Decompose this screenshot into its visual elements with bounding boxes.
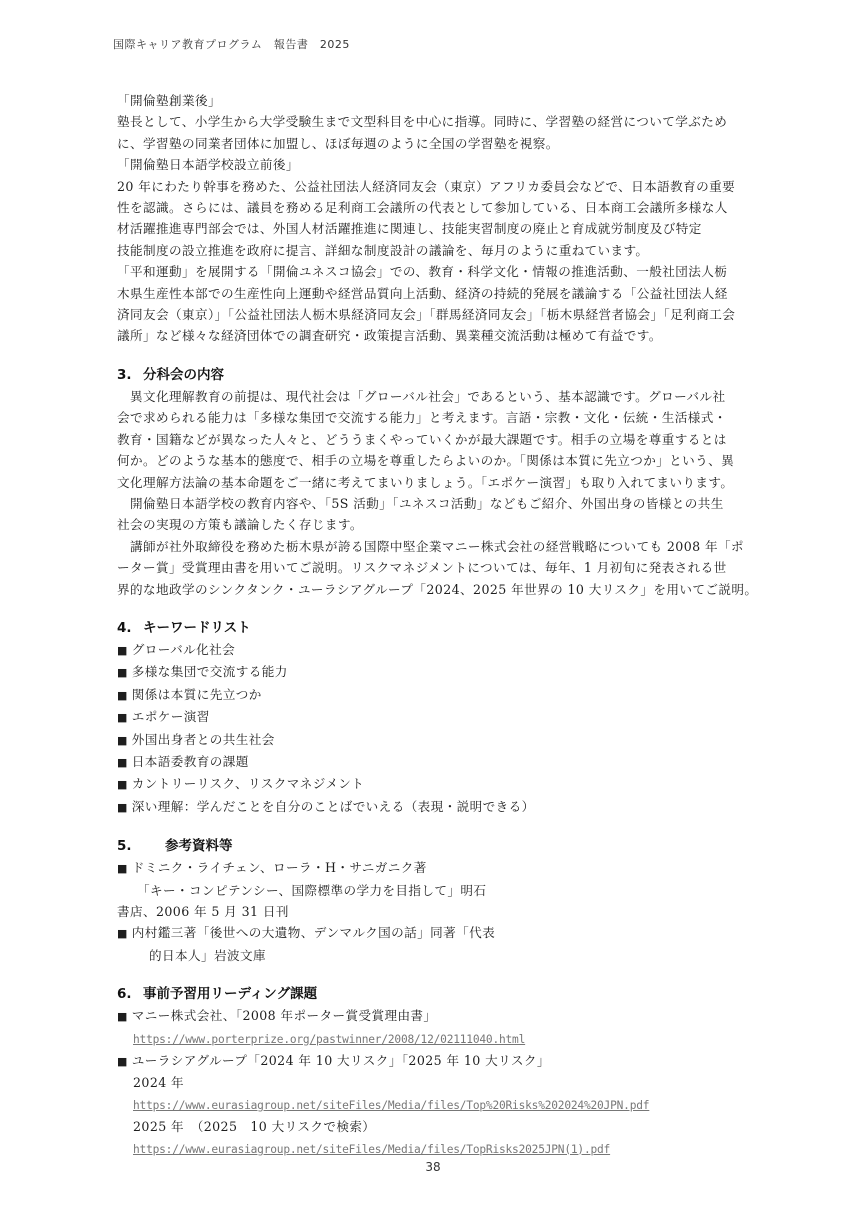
intro-line: 塾長として、小学生から大学受験生まで文型科目を中心に指導。同時に、学習塾の経営について学ぶため — [117, 114, 728, 130]
body-line: 会で求められる能力は「多様な集団で交流する能力」と考えます。言語・宗教・文化・伝統・生活様式・ — [117, 410, 727, 426]
reading-list — [117, 1005, 811, 1160]
body-line: 講師が社外取締役を務めた栃木県が誇る国際中堅企業マニー株式会社の経営戦略についても 2008 年「ポ — [130, 538, 744, 554]
reference-item-cont: 「キー・コンピテンシー、国際標準の学力を目指して」明石 — [137, 882, 487, 898]
body-line: 何か。どのような基本的態度で、相手の立場を尊重したらよいのか。「関係は本質に先立つか」という、異 — [117, 453, 735, 469]
section-3-body — [117, 386, 811, 600]
porter-prize-link[interactable]: https://www.porterprize.org/pastwinner/2008/12/02111040.html — [133, 1032, 526, 1046]
intro-line: 技能制度の設立推進を政府に提言、詳細な制度設計の議論を、毎月のように重ねています。 — [117, 242, 649, 258]
page-content — [117, 90, 811, 1160]
eurasia-2024-link[interactable]: https://www.eurasiagroup.net/siteFiles/Media/files/Top%20Risks%202024%20JPN.pdf — [133, 1098, 650, 1112]
section-number: 4. — [117, 619, 132, 636]
keyword-item: ■ 深い理解：学んだことを自分のことばでいえる（表現・説明できる） — [117, 796, 811, 818]
body-line: 教育・国籍などが異なった人々と、どううまくやっていくかが最大課題です。相手の立場を尊重するとは — [117, 431, 727, 447]
intro-line: 20 年にわたり幹事を務めた、公益社団法人経済同友会（東京）アフリカ委員会などで、日本語教育の重要 — [117, 178, 736, 194]
keyword-item: ■ 日本語委教育の課題 — [117, 751, 811, 773]
intro-line: 「開倫塾創業後」 — [117, 93, 221, 108]
keyword-item: ■ カントリーリスク、リスクマネジメント — [117, 773, 811, 795]
keyword-item: ■ エポケー演習 — [117, 706, 811, 728]
running-header: 国際キャリア教育プログラム 報告書 2025 — [113, 38, 350, 51]
body-line: 文化理解方法論の基本命題をご一緒に考えてまいりましょう。「エポケー演習」も取り入れてまいります。 — [117, 474, 734, 490]
reference-item-cont: 書店、2006 年 5 月 31 日刊 — [117, 904, 289, 919]
page-number: 38 — [425, 1160, 441, 1174]
reading-item: ■ ユーラシアグループ「2024 年 10 大リスク」「2025 年 10 大リスク」 — [117, 1050, 811, 1072]
keyword-item: ■ 多様な集団で交流する能力 — [117, 661, 811, 683]
section-title: キーワードリスト — [143, 619, 251, 636]
reference-item-cont: 的日本人」岩波文庫 — [149, 947, 266, 963]
keyword-list — [117, 639, 811, 818]
body-line: 界的な地政学のシンクタンク・ユーラシアグループ「2024、2025 年世界の 10 大リスク」を用いてご説明。 — [117, 581, 758, 597]
section-number: 3. — [117, 366, 132, 383]
body-line: ーター賞」受賞理由書を用いてご説明。リスクマネジメントについては、毎年、1 月初旬に発表される世 — [117, 560, 727, 576]
intro-line: 性を認識。さらには、議員を務める足利商工会議所の代表として参加している、日本商工会議所多様な人 — [117, 200, 728, 216]
section-title: 分科会の内容 — [143, 366, 224, 383]
reference-list — [117, 857, 811, 966]
section-title: 参考資料等 — [165, 838, 233, 855]
section-5-heading — [117, 835, 811, 857]
intro-line: 材活躍推進専門部会では、外国人材活躍推進に関連し、技能実習制度の廃止と育成就労制度及び特定 — [117, 221, 702, 237]
body-line: 異文化理解教育の前提は、現代社会は「グローバル社会」であるという、基本認識です。グローバル社 — [130, 388, 726, 404]
intro-line: に、学習塾の同業者団体に加盟し、ほぼ毎週のように全国の学習塾を視察。 — [117, 135, 559, 151]
keyword-item: ■ 関係は本質に先立つか — [117, 684, 811, 706]
reference-item: ■ 内村鑑三著「後世への大遺物、デンマルク国の話」同著「代表 — [117, 922, 811, 944]
reading-item: ■ マニー株式会社、「2008 年ポーター賞受賞理由書」 — [117, 1005, 811, 1027]
reference-item: ■ ドミニク・ライチェン、ローラ・H・サニガニク著 — [117, 857, 811, 879]
intro-line: 木県生産性本部での生産性向上運動や経営品質向上活動、経済の持続的発展を議論する「公益社団法人経 — [117, 285, 728, 301]
section-4-heading — [117, 617, 811, 639]
body-line: 開倫塾日本語学校の教育内容や、「5S 活動」「ユネスコ活動」などもご紹介、外国出身の皆様との共生 — [130, 495, 724, 511]
section-number: 6. — [117, 986, 132, 1003]
intro-block — [117, 90, 811, 347]
intro-line: 「開倫塾日本語学校設立前後」 — [117, 157, 299, 173]
year-label: 2025 年 （2025 10 大リスクで検索） — [133, 1119, 376, 1135]
intro-line: 「平和運動」を展開する「開倫ユネスコ協会」での、教育・科学文化・情報の推進活動、一般社団法人栃 — [117, 264, 728, 280]
eurasia-2025-link[interactable]: https://www.eurasiagroup.net/siteFiles/Media/files/TopRisks2025JPN(1).pdf — [133, 1142, 611, 1156]
keyword-item: ■ グローバル化社会 — [117, 639, 811, 661]
section-6-heading — [117, 983, 811, 1005]
intro-line: 議所」など様々な経済団体での調査研究・政策提言活動、異業種交流活動は極めて有益です。 — [117, 328, 662, 344]
year-label: 2024 年 — [133, 1075, 185, 1091]
body-line: 社会の実現の方策も議論したく存じます。 — [117, 517, 363, 533]
section-3-heading — [117, 364, 811, 386]
section-number: 5. — [117, 838, 132, 855]
intro-line: 済同友会（東京）」「公益社団法人栃木県経済同友会」「群馬経済同友会」「栃木県経営者協会」「足利商工会 — [117, 307, 736, 323]
keyword-item: ■ 外国出身者との共生社会 — [117, 729, 811, 751]
section-title: 事前予習用リーディング課題 — [143, 986, 318, 1003]
